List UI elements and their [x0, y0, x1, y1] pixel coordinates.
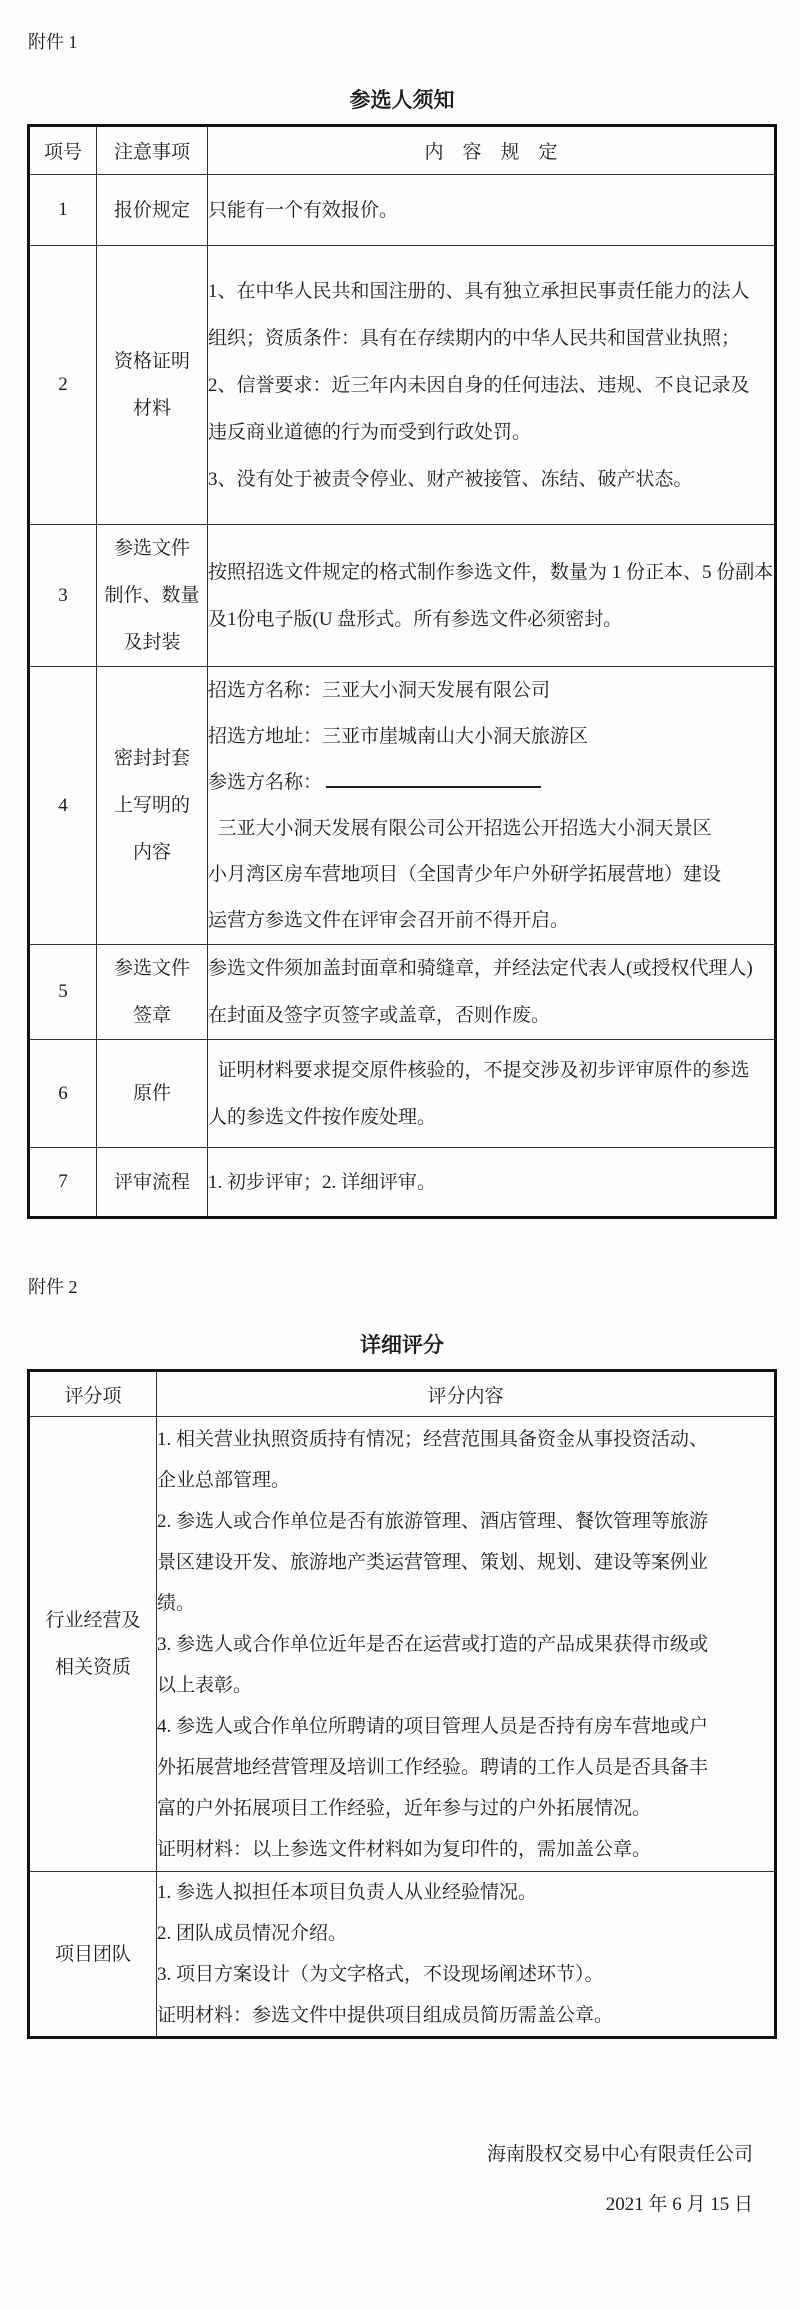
table-row	[29, 1872, 776, 2038]
row-item-cell	[97, 1148, 208, 1218]
header-scoring-item: 评分项	[29, 1371, 157, 1417]
row-item-cell	[29, 1417, 157, 1872]
content-line: 运营方参选文件在评审会召开前不得开启。	[208, 909, 570, 931]
scoring-table-title: 详细评分	[360, 1333, 444, 1357]
header-attention-matters: 注意事项	[97, 126, 208, 175]
item-line: 报价规定	[113, 199, 190, 221]
content-line: 证明材料：参选文件中提供项目组成员简历需盖公章。	[157, 2005, 614, 2026]
content-line: 1、在中华人民共和国注册的、具有独立承担民事责任能力的法人	[208, 280, 750, 302]
item-line: 项目团队	[54, 1943, 131, 1965]
content-line: 以上表彰。	[157, 1674, 253, 1696]
row-item-cell	[97, 246, 208, 525]
content-line: 绩。	[157, 1592, 196, 1614]
content-line: 小月湾区房车营地项目（全国青少年户外研学拓展营地）建设	[208, 863, 722, 885]
content-line: 招选方名称：三亚大小洞天发展有限公司	[208, 679, 551, 701]
footer-company-name: 海南股权交易中心有限责任公司	[486, 2144, 753, 2165]
table-row	[29, 175, 776, 246]
item-line: 评审流程	[113, 1171, 190, 1193]
row-content-cell	[208, 1040, 776, 1148]
row-item-cell	[97, 1040, 208, 1148]
row-content-cell	[208, 175, 776, 246]
attachment2-label: 附件 2	[28, 1277, 78, 1297]
row-number-cell: 6	[29, 1040, 97, 1148]
row-number-cell: 7	[29, 1148, 97, 1218]
item-line: 原件	[132, 1083, 171, 1104]
content-line: 4. 参选人或合作单位所聘请的项目管理人员是否持有房车营地或户	[157, 1715, 709, 1737]
content-line: 证明材料要求提交原件核验的，不提交涉及初步评审原件的参选	[208, 1059, 750, 1081]
scoring-table-header	[29, 1371, 776, 1417]
row-content-cell	[208, 1148, 776, 1218]
table-row	[29, 525, 776, 667]
header-item-no: 项号	[29, 126, 97, 175]
content-line: 组织；资质条件：具有在存续期内的中华人民共和国营业执照；	[208, 327, 741, 349]
row-content-cell	[157, 1417, 776, 1872]
table-row	[29, 1040, 776, 1148]
content-line: 2. 参选人或合作单位是否有旅游管理、酒店管理、餐饮管理等旅游	[157, 1510, 709, 1532]
detailed-scoring-table	[27, 1369, 777, 2039]
notice-table-header	[29, 126, 776, 175]
scoring-table-body	[29, 1417, 776, 2038]
content-line: 企业总部管理。	[157, 1469, 291, 1491]
content-line: 景区建设开发、旅游地产类运营管理、策划、规划、建设等案例业	[157, 1551, 709, 1573]
item-line: 材料	[132, 398, 171, 419]
content-line: 3. 参选人或合作单位近年是否在运营或打造的产品成果获得市级或	[157, 1633, 709, 1655]
item-line: 相关资质	[54, 1657, 131, 1678]
row-number-cell: 3	[29, 525, 97, 667]
blank-field-label: 参选方名称：	[208, 771, 323, 793]
row-number-cell: 1	[29, 175, 97, 246]
content-line: 3. 项目方案设计（为文字格式，不设现场阐述环节）。	[157, 1964, 604, 1985]
header-content-provisions: 内 容 规 定	[208, 126, 776, 175]
table-row	[29, 667, 776, 945]
content-line: 及1份电子版(U 盘形式。所有参选文件必须密封。	[208, 608, 623, 630]
table-row	[29, 1148, 776, 1218]
header-scoring-content: 评分内容	[157, 1371, 776, 1417]
row-item-cell	[97, 667, 208, 945]
item-line: 行业经营及	[45, 1610, 141, 1631]
row-content-cell	[208, 945, 776, 1040]
content-line: 2、信誉要求：近三年内未因自身的任何违法、违规、不良记录及	[208, 374, 750, 396]
item-line: 密封封套	[113, 748, 190, 769]
row-content-cell	[208, 667, 776, 945]
content-line: 1. 相关营业执照资质持有情况；经营范围具备资金从事投资活动、	[157, 1428, 709, 1450]
content-line: 三亚大小洞天发展有限公司公开招选公开招选大小洞天景区	[208, 817, 712, 839]
participants-notice-table	[27, 124, 777, 1219]
content-line: 按照招选文件规定的格式制作参选文件，数量为 1 份正本、5 份副本	[208, 561, 774, 583]
item-line: 及封装	[123, 632, 181, 653]
row-number-cell: 4	[29, 667, 97, 945]
content-line: 人的参选文件按作废处理。	[208, 1106, 437, 1128]
row-content-cell	[208, 525, 776, 667]
item-line: 资格证明	[113, 351, 190, 372]
notice-table-body	[29, 175, 776, 1218]
table-row	[29, 246, 776, 525]
content-line: 参选文件须加盖封面章和骑缝章，并经法定代表人(或授权代理人)	[208, 958, 753, 979]
row-number-cell: 2	[29, 246, 97, 525]
notice-table-title: 参选人须知	[349, 88, 455, 112]
item-line: 制作、数量	[104, 585, 200, 606]
footer-date: 2021 年 6 月 15 日	[605, 2194, 753, 2215]
row-number-cell: 5	[29, 945, 97, 1040]
content-line	[208, 760, 774, 806]
content-line: 违反商业道德的行为而受到行政处罚。	[208, 421, 532, 443]
content-line: 富的户外拓展项目工作经验，近年参与过的户外拓展情况。	[157, 1797, 652, 1819]
content-line: 招选方地址：三亚市崖城南山大小洞天旅游区	[208, 725, 589, 747]
table-row	[29, 1417, 776, 1872]
content-line: 在封面及签字页签字或盖章，否则作废。	[208, 1005, 551, 1026]
row-content-cell	[157, 1872, 776, 2038]
item-line: 内容	[132, 842, 171, 863]
attachment1-label: 附件 1	[28, 32, 78, 52]
content-line: 只能有一个有效报价。	[208, 199, 399, 221]
content-line: 1. 初步评审；2. 详细评审。	[208, 1171, 437, 1193]
content-line: 证明材料：以上参选文件材料如为复印件的，需加盖公章。	[157, 1838, 652, 1860]
row-item-cell	[97, 945, 208, 1040]
content-line: 1. 参选人拟担任本项目负责人从业经验情况。	[157, 1882, 538, 1903]
content-line: 3、没有处于被责令停业、财产被接管、冻结、破产状态。	[208, 468, 693, 490]
row-item-cell	[97, 175, 208, 246]
header-row	[29, 126, 776, 175]
table-row	[29, 945, 776, 1040]
row-item-cell	[97, 525, 208, 667]
fill-in-blank-underline	[326, 769, 541, 788]
content-line: 2. 团队成员情况介绍。	[157, 1923, 348, 1944]
row-item-cell	[29, 1872, 157, 2038]
item-line: 参选文件	[113, 538, 190, 559]
content-line: 外拓展营地经营管理及培训工作经验。聘请的工作人员是否具备丰	[157, 1756, 709, 1778]
header-row	[29, 1371, 776, 1417]
document-footer	[27, 2143, 777, 2217]
row-content-cell	[208, 246, 776, 525]
item-line: 上写明的	[113, 795, 190, 816]
document-page	[0, 32, 800, 2309]
item-line: 签章	[132, 1005, 171, 1026]
item-line: 参选文件	[113, 958, 190, 979]
